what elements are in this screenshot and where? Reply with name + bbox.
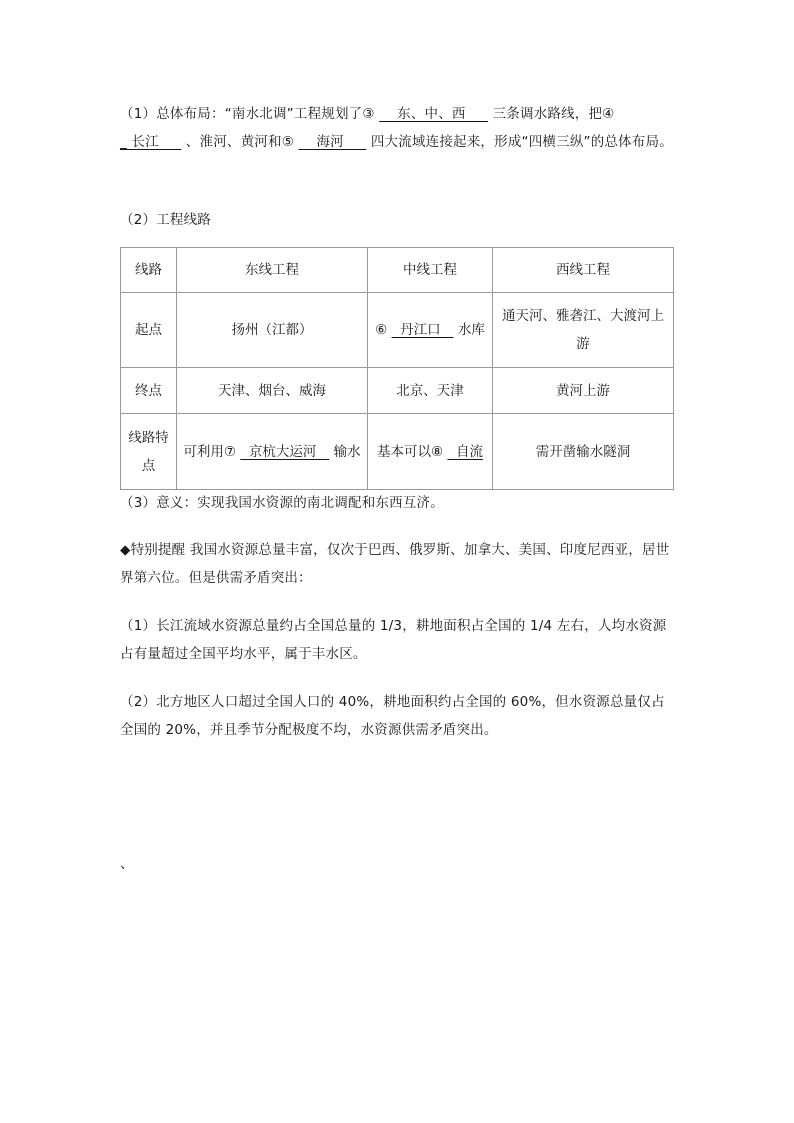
table-cell [177,414,368,490]
table-header-cell: 中线工程 [368,248,493,293]
table-header-cell: 西线工程 [493,248,674,293]
text-span: 四大流域连接起来，形成“四横三纵”的总体布局。 [366,134,673,150]
table-cell: 需开凿输水隧洞 [493,414,674,490]
text-span: 三条调水路线，把④ [488,106,615,122]
table-cell: 通天河、雅砻江、大渡河上游 [493,293,674,368]
row-label-cell: 起点 [121,293,177,368]
answer-blank-7: 京杭大运河 [240,443,330,460]
table-header-cell: 东线工程 [177,248,368,293]
table-cell [368,414,493,490]
reminder-paragraph: ◆特别提醒 我国水资源总量丰富，仅次于巴西、俄罗斯、加拿大、美国、印度尼西亚，居世界第六位。但是供需矛盾突出： [120,542,670,586]
significance-paragraph: （3）意义：实现我国水资源的南北调配和东西互济。 [120,495,444,511]
table-row [121,293,674,368]
section-heading: （2）工程线路 [120,212,211,228]
yangtze-paragraph: （1）长江流域水资源总量约占全国总量的 1/3，耕地面积占全国的 1/4 左右，人均水资源占有量超过全国平均水平，属于丰水区。 [120,618,667,662]
table-header-row [121,248,674,293]
table-cell: 扬州（江都） [177,293,368,368]
table-header-cell: 线路 [121,248,177,293]
text-span: 可利用⑦ [183,443,241,460]
layout-paragraph [120,100,676,156]
text-span: 基本可以⑧ [377,443,448,460]
north-paragraph: （2）北方地区人口超过全国人口的 40%，耕地面积约占全国的 60%，但水资源总量仅占全国的 20%，并且季节分配极度不均，水资源供需矛盾突出。 [120,694,665,738]
table-cell: 北京、天津 [368,368,493,414]
text-span: 输水 [329,443,361,460]
text-span: 水库 [453,322,485,338]
answer-blank-6: 丹江口 [391,322,454,338]
answer-blank-3: 东、中、西 [379,106,489,122]
table-cell [368,293,493,368]
answer-blank-8: 自流 [447,443,483,460]
text-span: （1）总体布局：“南水北调”工程规划了③ [120,106,380,122]
row-label-cell: 线路特点 [121,414,177,490]
stray-mark: 、 [120,856,134,872]
table-row [121,368,674,414]
answer-blank-4: _ 长江 [120,134,182,150]
table-row [121,414,674,490]
row-label-cell: 终点 [121,368,177,414]
project-routes-table [120,247,674,490]
answer-blank-5: 海河 [298,134,367,150]
table-cell: 天津、烟台、威海 [177,368,368,414]
text-span: 、淮河、黄河和⑤ [181,134,299,150]
text-span: ⑥ [375,322,392,338]
table-cell: 黄河上游 [493,368,674,414]
